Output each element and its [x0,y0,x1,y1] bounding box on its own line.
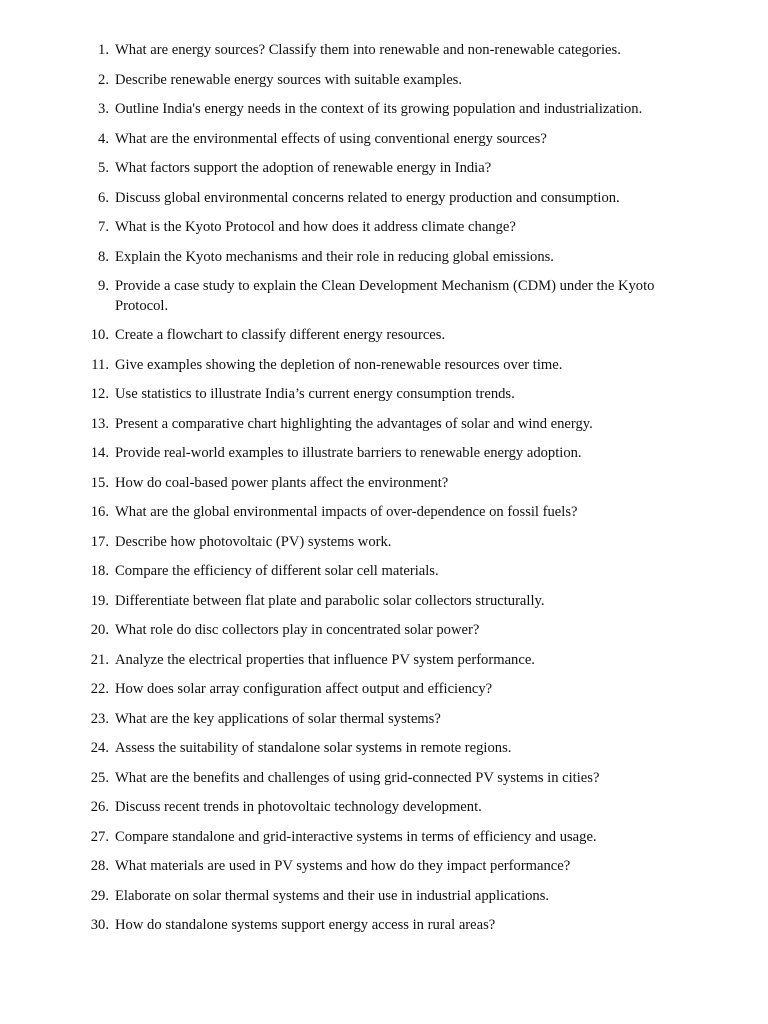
question-item [0,385,695,405]
question-item [0,474,695,494]
question-number: 30. [90,917,109,933]
question-text: Present a comparative chart highlighting the advantages of solar and wind energy. [115,415,593,432]
question-text: Elaborate on solar thermal systems and their use in industrial applications. [115,887,550,904]
question-item [0,444,695,464]
question-number: 4. [98,130,109,147]
question-item [0,769,695,789]
question-text: Create a flowchart to classify different energy resources. [115,327,446,343]
question-number: 2. [98,71,109,88]
question-text: How does solar array configuration affect output and efficiency? [115,681,493,697]
question-text: Compare the efficiency of different solar cell materials. [115,563,439,579]
question-item [0,189,695,209]
question-item [0,798,695,818]
question-number: 3. [98,101,109,117]
question-number: 16. [90,504,109,520]
question-item [0,887,695,907]
question-text: How do standalone systems support energy access in rural areas? [115,917,496,933]
question-text: Compare standalone and grid-interactive systems in terms of efficiency and usage. [115,828,597,845]
question-item [0,503,695,523]
question-item [0,621,695,641]
question-text: What are energy sources? Classify them into renewable and non-renewable categories. [115,42,621,58]
question-item [0,415,695,435]
question-text: Describe how photovoltaic (PV) systems work. [115,533,392,550]
question-text: Discuss global environmental concerns related to energy production and consumption. [115,189,620,206]
question-number: 27. [90,828,109,845]
question-number: 14. [90,445,109,461]
question-number: 6. [98,189,109,206]
question-number: 1. [98,42,109,58]
question-text: Assess the suitability of standalone solar systems in remote regions. [115,740,512,756]
question-number: 26. [90,799,109,815]
question-item [0,651,695,671]
question-number: 28. [90,858,109,874]
question-text: What are the benefits and challenges of using grid-connected PV systems in cities? [115,769,600,786]
question-number: 19. [90,592,109,609]
question-number: 25. [90,769,109,786]
question-text: Provide a case study to explain the Clean Development Mechanism (CDM) under the Kyoto Protocol. [115,278,655,314]
question-number: 17. [90,533,109,550]
question-number: 23. [90,710,109,727]
question-number: 12. [90,386,109,402]
question-item [0,326,695,346]
question-number: 8. [98,248,109,265]
question-text: What are the key applications of solar thermal systems? [115,710,441,727]
question-item [0,739,695,759]
question-text: Analyze the electrical properties that influence PV system performance. [115,651,535,668]
question-text: Explain the Kyoto mechanisms and their role in reducing global emissions. [115,248,554,265]
question-list [0,41,768,946]
question-item [0,277,695,316]
question-item [0,562,695,582]
question-item [0,248,695,268]
question-number: 13. [90,415,109,432]
question-number: 21. [90,651,109,668]
question-item [0,218,695,238]
question-text: What are the environmental effects of using conventional energy sources? [115,130,547,147]
question-item [0,356,695,376]
question-number: 22. [90,681,109,697]
question-item [0,916,695,936]
question-text: How do coal-based power plants affect the environment? [115,474,449,491]
question-text: Give examples showing the depletion of non-renewable resources over time. [115,356,563,373]
question-number: 7. [98,219,109,235]
question-item [0,680,695,700]
question-text: Outline India's energy needs in the context of its growing population and industrialization. [115,101,643,117]
question-text: What factors support the adoption of renewable energy in India? [115,160,492,176]
question-number: 10. [90,327,109,343]
question-item [0,592,695,612]
question-text: Describe renewable energy sources with suitable examples. [115,71,463,88]
question-item [0,41,695,61]
question-item [0,71,695,91]
question-item [0,857,695,877]
question-text: What materials are used in PV systems and how do they impact performance? [115,858,571,874]
question-number: 5. [98,160,109,176]
question-number: 11. [91,356,109,373]
question-number: 29. [90,887,109,904]
question-item [0,100,695,120]
question-item [0,710,695,730]
question-item [0,130,695,150]
question-item [0,159,695,179]
question-number: 20. [90,622,109,638]
question-text: Discuss recent trends in photovoltaic technology development. [115,799,482,815]
question-text: Use statistics to illustrate India’s current energy consumption trends. [115,386,515,402]
question-number: 15. [90,474,109,491]
question-number: 24. [90,740,109,756]
question-text: What are the global environmental impacts of over-dependence on fossil fuels? [115,504,578,520]
question-text: Differentiate between flat plate and parabolic solar collectors structurally. [115,592,545,609]
question-text: Provide real-world examples to illustrate barriers to renewable energy adoption. [115,445,582,461]
question-item [0,533,695,553]
question-item [0,828,695,848]
question-number: 9. [98,278,109,294]
question-text: What role do disc collectors play in concentrated solar power? [115,622,480,638]
question-text: What is the Kyoto Protocol and how does it address climate change? [115,219,516,235]
question-number: 18. [90,563,109,579]
